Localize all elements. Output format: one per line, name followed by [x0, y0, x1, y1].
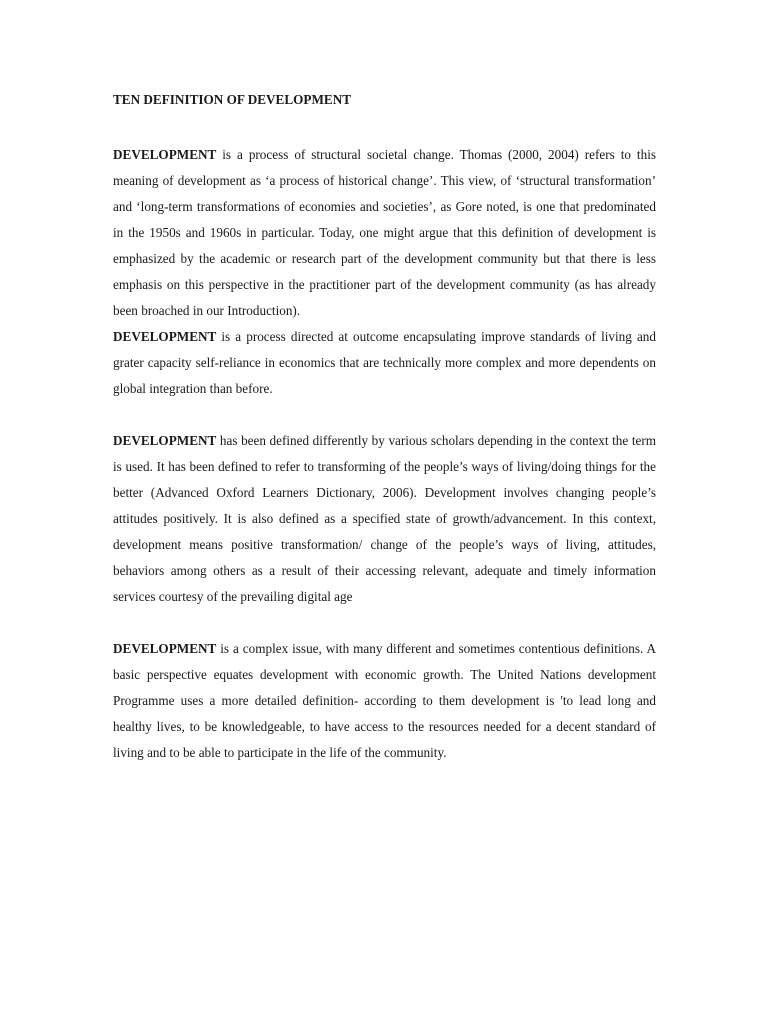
paragraph-2-term: DEVELOPMENT [113, 329, 217, 344]
paragraph-1 [113, 142, 656, 324]
paragraph-3 [113, 428, 656, 610]
paragraph-4-term: DEVELOPMENT [113, 641, 217, 656]
document-title: TEN DEFINITION OF DEVELOPMENT [113, 92, 352, 107]
paragraph-4 [113, 636, 656, 766]
paragraph-3-text: has been defined differently by various scholars depending in the context the term is used. It has been defined to refer to transforming of the people’s ways of living/doing things for the better (Advanced Oxford Learners Dictionary, 2006). Development involves changing people’s attitudes positively. It is also defined as a specified state of growth/advancement. In this context, development means positive transformation/ change of the people’s ways of living, attitudes, behaviors among others as a result of their accessing relevant, adequate and timely information services courtesy of the prevailing digital age [113, 433, 656, 604]
paragraph-4-text: is a complex issue, with many different and sometimes contentious definitions. A basic perspective equates development with economic growth. The United Nations development Programme uses a more detailed definition- according to them development is 'to lead long and healthy lives, to be knowledgeable, to have access to the resources needed for a decent standard of living and to be able to participate in the life of the community. [113, 641, 656, 760]
paragraph-2-text: is a process directed at outcome encapsulating improve standards of living and grater capacity self-reliance in economics that are technically more complex and more dependents on global integration than before. [113, 329, 656, 396]
paragraph-3-term: DEVELOPMENT [113, 433, 217, 448]
paragraph-1-text: is a process of structural societal change. Thomas (2000, 2004) refers to this meaning of development as ‘a process of historical change’. This view, of ‘structural transformation’ and ‘long-term transformations of economies and societies’, as Gore noted, is one that predominated in the 1950s and 1960s in particular. Today, one might argue that this definition of development is emphasized by the academic or research part of the development community but that there is less emphasis on this perspective in the practitioner part of the development community (as has already been broached in our Introduction). [113, 147, 656, 318]
paragraph-2 [113, 324, 656, 402]
document-page [113, 90, 656, 766]
paragraph-1-term: DEVELOPMENT [113, 147, 217, 162]
